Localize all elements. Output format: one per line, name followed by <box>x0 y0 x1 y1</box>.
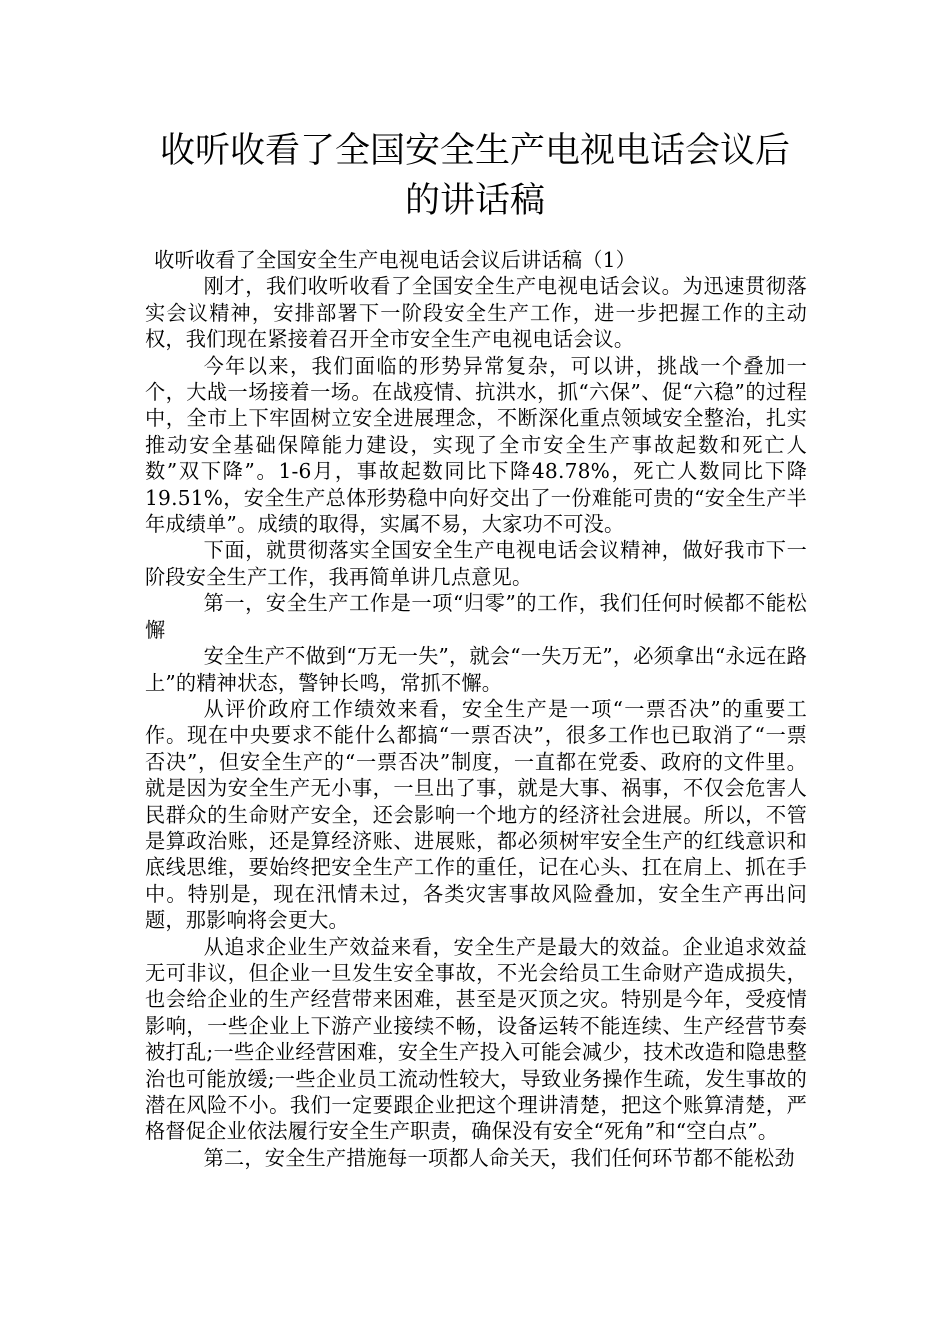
paragraph: 今年以来，我们面临的形势异常复杂，可以讲，挑战一个叠加一个，大战一场接着一场。在战疫情、抗洪水，抓“六保”、促“六稳”的过程中，全市上下牢固树立安全进展理念，不断深化重点领域安全整治，扎实推动安全基础保障能力建设，实现了全市安全生产事故起数和死亡人数”双下降”。1-6月，事故起数同比下降48.78%，死亡人数同比下降19.51%，安全生产总体形势稳中向好交出了一份难能可贵的“安全生产半年成绩单”。成绩的取得，实属不易，大家功不可没。 <box>145 353 807 537</box>
title-line-1: 收听收看了全国安全生产电视电话会议后 <box>159 131 790 171</box>
section-heading: 第一，安全生产工作是一项“归零”的工作，我们任何时候都不能松懈 <box>145 591 807 642</box>
paragraph: 刚才，我们收听收看了全国安全生产电视电话会议。为迅速贯彻落实会议精神，安排部署下一阶段安全生产工作，进一步把握工作的主动权，我们现在紧接着召开全市安全生产电视电话会议。 <box>145 274 807 352</box>
section-heading: 第二，安全生产措施每一项都人命关天，我们任何环节都不能松劲 <box>203 1145 795 1170</box>
paragraph: 安全生产不做到“万无一失”，就会“一失万无”，必须拿出“永远在路上”的精神状态，警钟长鸣，常抓不懈。 <box>145 644 807 695</box>
paragraph: 从评价政府工作绩效来看，安全生产是一项“一票否决”的重要工作。现在中央要求不能什么都搞“一票否决”，很多工作也已取消了“一票否决”，但安全生产的“一票否决”制度，一直都在党委、政府的文件里。就是因为安全生产无小事，一旦出了事，就是大事、祸事，不仅会危害人民群众的生命财产安全，还会影响一个地方的经济社会进展。所以，不管是算政治账，还是算经济账、进展账，都必须树牢安全生产的红线意识和底线思维，要始终把安全生产工作的重任，记在心头、扛在肩上、抓在手中。特别是，现在汛情未过，各类灾害事故风险叠加，安全生产再出问题，那影响将会更大。 <box>145 696 807 933</box>
title-line-2: 的讲话稿 <box>404 181 545 221</box>
paragraph: 从追求企业生产效益来看，安全生产是最大的效益。企业追求效益无可非议，但企业一旦发生安全事故，不光会给员工生命财产造成损失，也会给企业的生产经营带来困难，甚至是灭顶之灾。特别是今年，受疫情影响，一些企业上下游产业接续不畅，设备运转不能连续、生产经营节奏被打乱;一些企业经营困难，安全生产投入可能会减少，技术改造和隐患整治也可能放缓;一些企业员工流动性较大，导致业务操作生疏，发生事故的潜在风险不小。我们一定要跟企业把这个理讲清楚，把这个账算清楚，严格督促企业依法履行安全生产职责，确保没有安全“死角”和“空白点”。 <box>145 934 807 1144</box>
document-title <box>120 126 830 226</box>
section-subtitle: 收听收看了全国安全生产电视电话会议后讲话稿（1） <box>154 248 637 272</box>
document-body <box>145 247 807 1171</box>
paragraph: 下面，就贯彻落实全国安全生产电视电话会议精神，做好我市下一阶段安全生产工作，我再简单讲几点意见。 <box>145 538 807 589</box>
